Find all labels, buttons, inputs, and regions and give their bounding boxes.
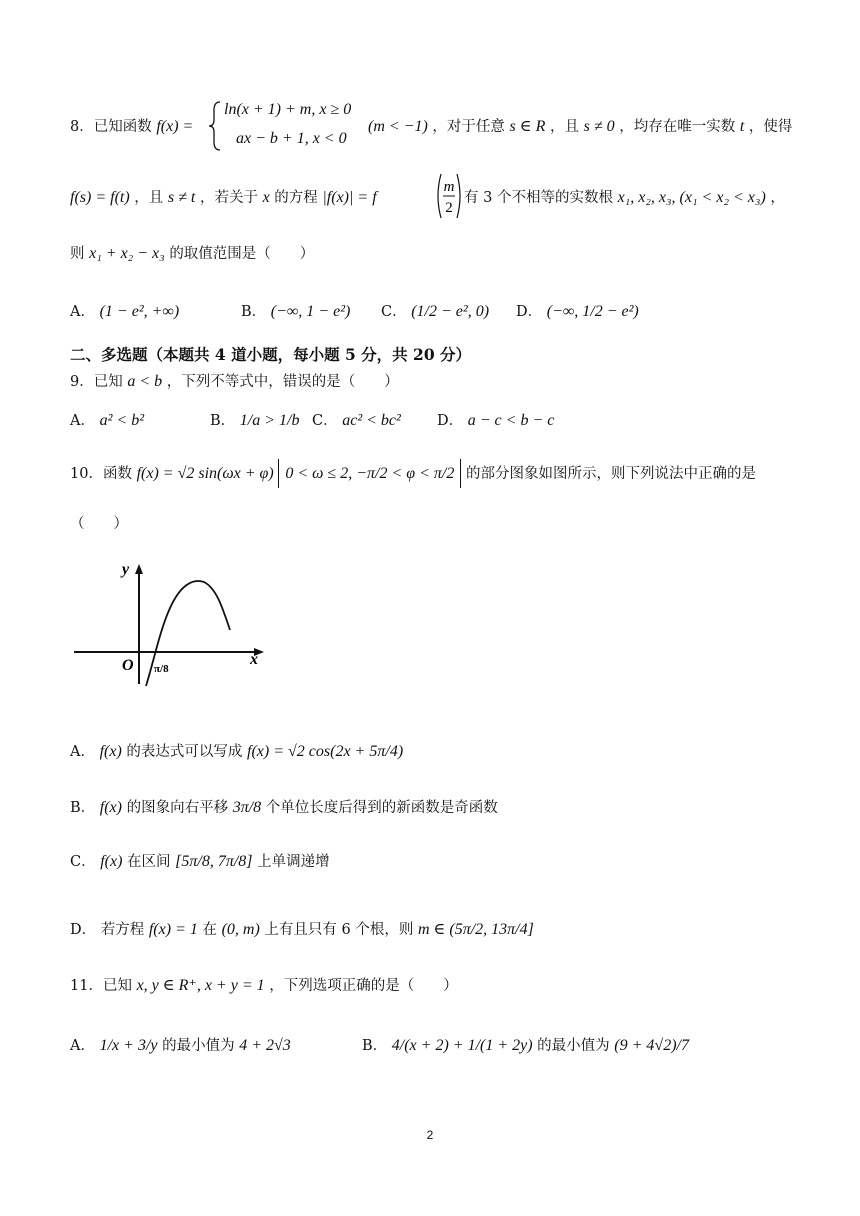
q10-option-b xyxy=(70,798,498,818)
q10-text: 的部分图象如图所示，则下列说法中正确的是 xyxy=(465,466,756,482)
q10-option-a-expr: f(x) = √2 cos(2x + 5π/4) xyxy=(247,743,404,760)
q8-option-d-label: D． xyxy=(516,304,543,320)
q8-option-b-label: B． xyxy=(241,304,267,320)
q8-option-d xyxy=(516,300,639,321)
q9-option-c-label: C． xyxy=(312,413,338,429)
q11-option-a-expr: 1/x + 3/y xyxy=(99,1037,158,1054)
q8-piecewise-brace xyxy=(208,100,222,152)
q8-text7: 的方程 xyxy=(274,190,318,206)
q11-option-b-val: (9 + 4√2)/7 xyxy=(614,1037,689,1054)
q9-option-d xyxy=(437,409,554,430)
q8-case-1: ln(x + 1) + m, x ≥ 0 xyxy=(224,101,352,118)
q9-option-d-value: a − c < b − c xyxy=(467,412,555,429)
q8-fs-ft: f(s) = f(t) xyxy=(70,189,130,206)
q9-option-b-label: B． xyxy=(210,413,236,429)
graph-y-arrow xyxy=(135,564,143,574)
q8-prefix: 8．已知函数 xyxy=(70,119,152,135)
q10-option-c xyxy=(70,852,330,872)
q10-option-d xyxy=(70,920,534,940)
q8-expr: x₁ + x₂ − x₃ xyxy=(89,245,165,262)
q8-text4: ，使得 xyxy=(748,119,793,135)
q8-func-lhs: f(x) = xyxy=(156,118,194,135)
q10-option-d-label: D． xyxy=(70,922,97,938)
q10-option-a-pre: f(x) xyxy=(99,743,122,760)
q8-text3: ，均存在唯一实数 xyxy=(619,119,736,135)
q11-option-b-expr: 4/(x + 2) + 1/(1 + 2y) xyxy=(391,1037,533,1054)
q10-function-graph xyxy=(70,560,270,690)
q8-roots: x₁, x₂, x₃, (x₁ < x₂ < x₃) xyxy=(617,189,766,206)
q11-option-a-text: 的最小值为 xyxy=(162,1038,235,1054)
q8-frac-den: 2 xyxy=(445,200,453,216)
q8-case-2: ax − b + 1, x < 0 xyxy=(236,130,347,147)
q10-option-a-label: A． xyxy=(70,744,95,760)
q10-option-d-text1: 若方程 xyxy=(100,922,145,938)
q8-option-a-label: A． xyxy=(70,304,95,320)
q8-text11: 的取值范围是（ ） xyxy=(169,246,315,262)
q8-option-c-value: (1/2 − e², 0) xyxy=(411,303,490,320)
q10-option-d-text2: 在 xyxy=(202,922,217,938)
page-number: 2 xyxy=(426,1128,434,1142)
q8-frac-num: m xyxy=(443,179,455,195)
graph-tick-label: π/8 xyxy=(154,663,169,675)
q10-option-d-interval: (0, m) xyxy=(221,921,260,938)
section-2-title: 二、多选题（本题共 4 道小题，每小题 5 分，共 20 分） xyxy=(70,345,472,364)
q11-prefix: 11．已知 xyxy=(70,978,132,994)
q9-option-a xyxy=(70,409,144,430)
q11-option-a-label: A． xyxy=(70,1038,95,1054)
q8-option-c-label: C． xyxy=(381,304,407,320)
q9-option-b-value: 1/a > 1/b xyxy=(239,412,300,429)
q9-cond: a < b xyxy=(127,373,163,390)
q8-eq-lhs: |f(x)| = f xyxy=(322,189,377,206)
q10-option-d-eq: f(x) = 1 xyxy=(148,921,198,938)
q9-option-a-label: A． xyxy=(70,413,95,429)
q9-option-b xyxy=(210,409,299,430)
q8-option-d-value: (−∞, 1/2 − e²) xyxy=(546,303,639,320)
q8-text8: 有 3 个不相等的实数根 xyxy=(464,190,613,206)
q8-option-a xyxy=(70,300,179,321)
q10-paren: （ ） xyxy=(70,516,128,532)
q10-func: f(x) = √2 sin(ωx + φ) xyxy=(136,465,274,482)
q10-option-b-pre: f(x) xyxy=(99,799,122,816)
q9-text: ，下列不等式中，错误的是（ ） xyxy=(166,374,399,390)
q10-option-d-text3: 上有且只有 6 个根，则 xyxy=(264,922,414,938)
q8-t: t xyxy=(739,118,745,135)
q10-option-d-range: m ∈ (5π/2, 13π/4] xyxy=(417,921,534,938)
q11-option-a xyxy=(70,1034,291,1055)
q8-x: x xyxy=(262,189,270,206)
q8-text6: ，若关于 xyxy=(199,190,258,206)
q8-option-a-value: (1 − e², +∞) xyxy=(99,303,180,320)
q10-option-a-text: 的表达式可以写成 xyxy=(126,744,243,760)
q8-text5: ，且 xyxy=(134,190,164,206)
q8-s-ne-0: s ≠ 0 xyxy=(583,118,615,135)
q10-option-a xyxy=(70,742,403,762)
q8-s-in-r: s ∈ R xyxy=(509,118,546,135)
q10-option-c-text1: 在区间 xyxy=(127,854,171,870)
q10-option-c-label: C． xyxy=(70,854,96,870)
graph-x-label: x xyxy=(250,651,258,668)
q10-option-b-text2: 个单位长度后得到的新函数是奇函数 xyxy=(265,800,498,816)
graph-origin-label: O xyxy=(122,657,134,674)
q10-cond: 0 < ω ≤ 2, −π/2 < φ < π/2 xyxy=(278,459,461,488)
q9-option-c-value: ac² < bc² xyxy=(342,412,401,429)
q9-option-d-label: D． xyxy=(437,413,464,429)
q11-option-b-label: B． xyxy=(362,1038,388,1054)
q10-option-c-pre: f(x) xyxy=(100,853,123,870)
q8-s-ne-t: s ≠ t xyxy=(167,189,196,206)
q8-option-c xyxy=(381,300,489,321)
q10-option-c-interval: [5π/8, 7π/8] xyxy=(175,853,253,870)
q8-condition: (m < −1) xyxy=(368,118,428,135)
q11-option-b xyxy=(362,1034,689,1055)
q8-text1: ，对于任意 xyxy=(432,119,505,135)
q10-option-c-text2: 上单调递增 xyxy=(257,854,330,870)
q11-option-a-val: 4 + 2√3 xyxy=(239,1037,291,1054)
q11-cond: x, y ∈ R⁺, x + y = 1 xyxy=(136,977,265,994)
q10-option-b-label: B． xyxy=(70,800,96,816)
q8-text2: ，且 xyxy=(549,119,579,135)
q11-text: ，下列选项正确的是（ ） xyxy=(269,978,458,994)
q8-text9: ， xyxy=(770,190,785,206)
q8-frac-m-over-2 xyxy=(434,172,464,220)
q9-option-c xyxy=(312,409,401,430)
q9-option-a-value: a² < b² xyxy=(99,412,144,429)
q8-option-b xyxy=(241,300,350,321)
q8-text10: 则 xyxy=(70,246,85,262)
q11-option-b-text: 的最小值为 xyxy=(537,1038,610,1054)
graph-y-label: y xyxy=(122,561,130,578)
q9-prefix: 9．已知 xyxy=(70,374,123,390)
q10-option-b-text1: 的图象向右平移 xyxy=(126,800,229,816)
q8-option-b-value: (−∞, 1 − e²) xyxy=(270,303,351,320)
q10-option-b-frac: 3π/8 xyxy=(232,799,262,816)
q10-prefix: 10．函数 xyxy=(70,466,132,482)
